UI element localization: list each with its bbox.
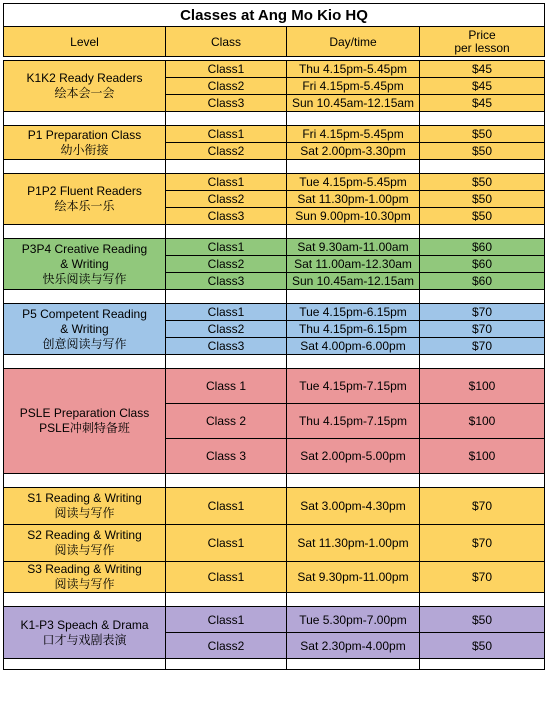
- level-cell: [4, 239, 166, 290]
- level-cell: [4, 174, 166, 225]
- gap-cell: [420, 474, 545, 488]
- level-label: 绘本乐一乐: [54, 199, 115, 213]
- day-time-cell: Sat 3.00pm-4.30pm: [287, 488, 420, 525]
- gap-cell: [287, 659, 420, 670]
- class-cell: Class2: [166, 191, 287, 208]
- level-label: P5 Competent Reading: [22, 306, 147, 321]
- gap-cell: [166, 474, 287, 488]
- table-row: [4, 126, 545, 143]
- price-cell: $100: [420, 369, 545, 404]
- day-time-cell: Tue 4.15pm-5.45pm: [287, 174, 420, 191]
- gap-cell: [287, 593, 420, 607]
- schedule-table: [3, 3, 545, 670]
- day-time-cell: Fri 4.15pm-5.45pm: [287, 126, 420, 143]
- level-label: 阅读与写作: [54, 506, 115, 520]
- class-cell: Class2: [166, 143, 287, 160]
- page-title: Classes at Ang Mo Kio HQ: [4, 4, 545, 27]
- gap-cell: [420, 225, 545, 239]
- gap-cell: [4, 659, 166, 670]
- day-time-cell: Sat 9.30am-11.00am: [287, 239, 420, 256]
- price-cell: $70: [420, 488, 545, 525]
- class-cell: Class1: [166, 562, 287, 593]
- class-cell: Class1: [166, 61, 287, 78]
- class-cell: Class2: [166, 321, 287, 338]
- gap-cell: [420, 290, 545, 304]
- gap-cell: [4, 593, 166, 607]
- day-time-cell: Tue 5.30pm-7.00pm: [287, 607, 420, 633]
- gap-cell: [166, 160, 287, 174]
- class-cell: Class1: [166, 239, 287, 256]
- gap-cell: [420, 355, 545, 369]
- level-label: 阅读与写作: [54, 577, 115, 591]
- level-label: & Writing: [60, 321, 109, 336]
- gap-row: [4, 593, 545, 607]
- gap-cell: [420, 160, 545, 174]
- gap-cell: [166, 355, 287, 369]
- table-row: [4, 488, 545, 525]
- level-label: PSLE Preparation Class: [19, 406, 150, 420]
- level-label: S3 Reading & Writing: [27, 562, 142, 576]
- level-cell: [4, 369, 166, 474]
- table-row: [4, 607, 545, 633]
- class-cell: Class2: [166, 78, 287, 95]
- table-row: [4, 239, 545, 256]
- gap-cell: [4, 290, 166, 304]
- day-time-cell: Sun 10.45am-12.15am: [287, 273, 420, 290]
- day-time-cell: Fri 4.15pm-5.45pm: [287, 78, 420, 95]
- class-cell: Class3: [166, 273, 287, 290]
- gap-cell: [287, 355, 420, 369]
- price-cell: $50: [420, 174, 545, 191]
- day-time-cell: Sat 11.30pm-1.00pm: [287, 525, 420, 562]
- level-cell: [4, 562, 166, 593]
- gap-cell: [420, 659, 545, 670]
- gap-cell: [420, 112, 545, 126]
- day-time-cell: Sat 2.00pm-5.00pm: [287, 439, 420, 474]
- gap-cell: [166, 593, 287, 607]
- price-cell: $50: [420, 191, 545, 208]
- level-label: & Writing: [60, 256, 109, 271]
- day-time-cell: Sun 10.45am-12.15am: [287, 95, 420, 112]
- class-cell: Class1: [166, 525, 287, 562]
- price-cell: $60: [420, 256, 545, 273]
- header-price-line2: per lesson: [454, 40, 510, 55]
- price-cell: $70: [420, 321, 545, 338]
- level-label: 绘本会一会: [54, 86, 115, 100]
- price-cell: $50: [420, 143, 545, 160]
- table-row: [4, 369, 545, 404]
- title-row: [4, 4, 545, 27]
- table-row: [4, 61, 545, 78]
- schedule-body: [4, 4, 545, 670]
- header-price: [420, 27, 545, 57]
- price-cell: $50: [420, 633, 545, 659]
- level-label: 阅读与写作: [54, 543, 115, 557]
- price-cell: $70: [420, 338, 545, 355]
- table-row: [4, 562, 545, 593]
- class-cell: Class1: [166, 126, 287, 143]
- day-time-cell: Sat 9.30pm-11.00pm: [287, 562, 420, 593]
- level-label: S2 Reading & Writing: [27, 528, 142, 542]
- class-cell: Class1: [166, 304, 287, 321]
- gap-row: [4, 160, 545, 174]
- class-cell: Class3: [166, 338, 287, 355]
- day-time-cell: Sat 4.00pm-6.00pm: [287, 338, 420, 355]
- level-label: K1-P3 Speach & Drama: [20, 617, 149, 632]
- class-cell: Class1: [166, 488, 287, 525]
- level-cell: [4, 607, 166, 659]
- gap-row: [4, 355, 545, 369]
- level-cell: [4, 304, 166, 355]
- level-label: P1 Preparation Class: [27, 127, 142, 142]
- price-cell: $100: [420, 439, 545, 474]
- day-time-cell: Sat 2.00pm-3.30pm: [287, 143, 420, 160]
- gap-cell: [287, 112, 420, 126]
- header-class: Class: [166, 27, 287, 57]
- header-day-time: Day/time: [287, 27, 420, 57]
- price-cell: $70: [420, 525, 545, 562]
- price-cell: $60: [420, 239, 545, 256]
- class-cell: Class1: [166, 174, 287, 191]
- class-cell: Class2: [166, 256, 287, 273]
- day-time-cell: Thu 4.15pm-6.15pm: [287, 321, 420, 338]
- gap-cell: [4, 112, 166, 126]
- day-time-cell: Thu 4.15pm-7.15pm: [287, 404, 420, 439]
- day-time-cell: Sat 11.30pm-1.00pm: [287, 191, 420, 208]
- gap-row: [4, 659, 545, 670]
- price-cell: $45: [420, 95, 545, 112]
- level-label: K1K2 Ready Readers: [26, 71, 143, 85]
- price-cell: $50: [420, 607, 545, 633]
- gap-cell: [4, 355, 166, 369]
- day-time-cell: Sun 9.00pm-10.30pm: [287, 208, 420, 225]
- table-row: [4, 174, 545, 191]
- level-cell: [4, 488, 166, 525]
- class-cell: Class3: [166, 208, 287, 225]
- table-row: [4, 525, 545, 562]
- gap-cell: [4, 474, 166, 488]
- level-label: P1P2 Fluent Readers: [27, 184, 142, 198]
- gap-cell: [166, 290, 287, 304]
- gap-cell: [287, 225, 420, 239]
- class-cell: Class 1: [166, 369, 287, 404]
- price-cell: $60: [420, 273, 545, 290]
- gap-cell: [4, 160, 166, 174]
- level-cell: [4, 61, 166, 112]
- price-cell: $70: [420, 304, 545, 321]
- day-time-cell: Tue 4.15pm-6.15pm: [287, 304, 420, 321]
- level-label: S1 Reading & Writing: [27, 491, 142, 505]
- header-row: [4, 27, 545, 57]
- price-cell: $45: [420, 61, 545, 78]
- gap-cell: [166, 659, 287, 670]
- day-time-cell: Tue 4.15pm-7.15pm: [287, 369, 420, 404]
- class-cell: Class2: [166, 633, 287, 659]
- gap-cell: [166, 112, 287, 126]
- gap-cell: [166, 225, 287, 239]
- level-label: 口才与戏剧表演: [42, 632, 127, 647]
- level-cell: [4, 126, 166, 160]
- gap-row: [4, 112, 545, 126]
- price-cell: $70: [420, 562, 545, 593]
- gap-row: [4, 474, 545, 488]
- class-cell: Class3: [166, 95, 287, 112]
- header-level: Level: [4, 27, 166, 57]
- level-label: 快乐阅读与写作: [42, 271, 127, 286]
- level-label: P3P4 Creative Reading: [21, 241, 148, 256]
- table-row: [4, 304, 545, 321]
- gap-row: [4, 290, 545, 304]
- class-cell: Class 2: [166, 404, 287, 439]
- day-time-cell: Thu 4.15pm-5.45pm: [287, 61, 420, 78]
- day-time-cell: Sat 2.30pm-4.00pm: [287, 633, 420, 659]
- price-cell: $100: [420, 404, 545, 439]
- price-cell: $50: [420, 208, 545, 225]
- level-cell: [4, 525, 166, 562]
- gap-row: [4, 225, 545, 239]
- level-label: PSLE冲刺特备班: [39, 421, 130, 435]
- class-cell: Class1: [166, 607, 287, 633]
- level-label: 创意阅读与写作: [42, 336, 127, 351]
- gap-cell: [4, 225, 166, 239]
- class-cell: Class 3: [166, 439, 287, 474]
- day-time-cell: Sat 11.00am-12.30am: [287, 256, 420, 273]
- gap-cell: [420, 593, 545, 607]
- header-price-line1: Price: [468, 27, 496, 42]
- price-cell: $50: [420, 126, 545, 143]
- gap-cell: [287, 160, 420, 174]
- price-cell: $45: [420, 78, 545, 95]
- gap-cell: [287, 474, 420, 488]
- gap-cell: [287, 290, 420, 304]
- level-label: 幼小衔接: [60, 142, 109, 157]
